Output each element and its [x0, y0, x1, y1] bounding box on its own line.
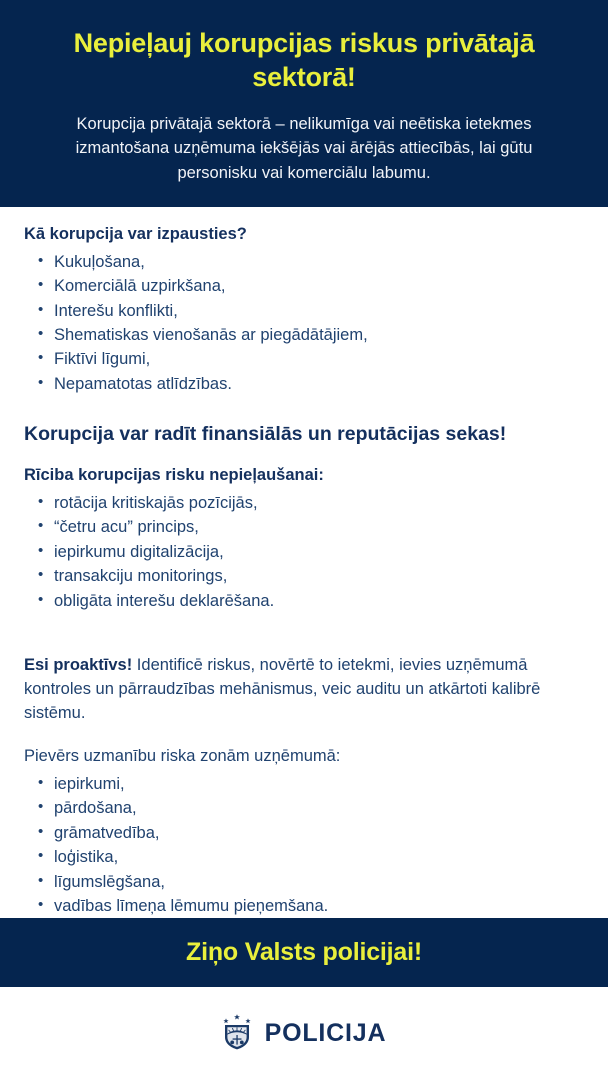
section-risk-zones: [24, 744, 584, 919]
latvian-police-shield-emblem-icon: [222, 1012, 252, 1055]
risk-zones-list: [24, 772, 584, 918]
proactive-paragraph: [24, 653, 584, 726]
actions-heading: Rīciba korupcijas risku nepieļaušanai:: [24, 466, 324, 485]
call-to-action-text: Ziņo Valsts policijai!: [186, 938, 422, 967]
footer-band: [0, 918, 608, 987]
list-item: • loģistika,: [38, 845, 584, 869]
list-item: • iepirkumi,: [38, 772, 584, 796]
list-item: • līgumslēgšana,: [38, 870, 584, 894]
list-item: • “četru acu” princips,: [38, 515, 584, 539]
spacer: [24, 613, 584, 653]
actions-list: [24, 491, 584, 613]
manifestations-heading: Kā korupcija var izpausties?: [24, 225, 247, 244]
list-item: • obligāta interešu deklarēšana.: [38, 589, 584, 613]
list-item: • Nepamatotas atlīdzības.: [38, 372, 584, 396]
spacer: [24, 726, 584, 744]
manifestations-list: [24, 250, 584, 396]
list-item: • pārdošana,: [38, 796, 584, 820]
section-actions: [24, 465, 584, 612]
proactive-lead: Esi proaktīvs!: [24, 655, 133, 674]
list-item: • iepirkumu digitalizācija,: [38, 540, 584, 564]
page-title: Nepieļauj korupcijas riskus privātajā sektorā!: [73, 28, 535, 93]
list-item: • Shematiskas vienošanās ar piegādātājiem,: [38, 323, 584, 347]
section-manifestations: [24, 224, 584, 396]
list-item: • transakciju monitorings,: [38, 564, 584, 588]
logo-area: [0, 987, 608, 1080]
list-item: • rotācija kritiskajās pozīcijās,: [38, 491, 584, 515]
list-item: • vadības līmeņa lēmumu pieņemšana.: [38, 894, 584, 918]
header-band: [0, 0, 608, 207]
list-item: • grāmatvedība,: [38, 821, 584, 845]
risk-zones-heading: Pievērs uzmanību riska zonām uzņēmumā:: [24, 746, 341, 765]
list-item: • Komerciālā uzpirkšana,: [38, 274, 584, 298]
list-item: • Fiktīvi līgumi,: [38, 347, 584, 371]
proactive-text: Identificē riskus, novērtē to ietekmi, ievies uzņēmumā kontroles un pārraudzības mehānismus, veic auditu un atkārtoti kalibrē sistēmu.: [24, 655, 541, 723]
consequences-heading: Korupcija var radīt finansiālās un reputācijas sekas!: [24, 423, 507, 446]
spacer: [24, 447, 584, 465]
list-item: • Interešu konflikti,: [38, 299, 584, 323]
main-content: [0, 207, 608, 918]
policija-wordmark: POLICIJA: [264, 1019, 387, 1048]
spacer: [24, 396, 584, 422]
list-item: • Kukuļošana,: [38, 250, 584, 274]
header-subtitle: Korupcija privātajā sektorā – nelikumīga vai neētiska ietekmes izmantošana uzņēmuma iekšējās vai ārējās attiecībās, lai gūtu personisku vai komerciālu labumu.: [75, 115, 533, 182]
